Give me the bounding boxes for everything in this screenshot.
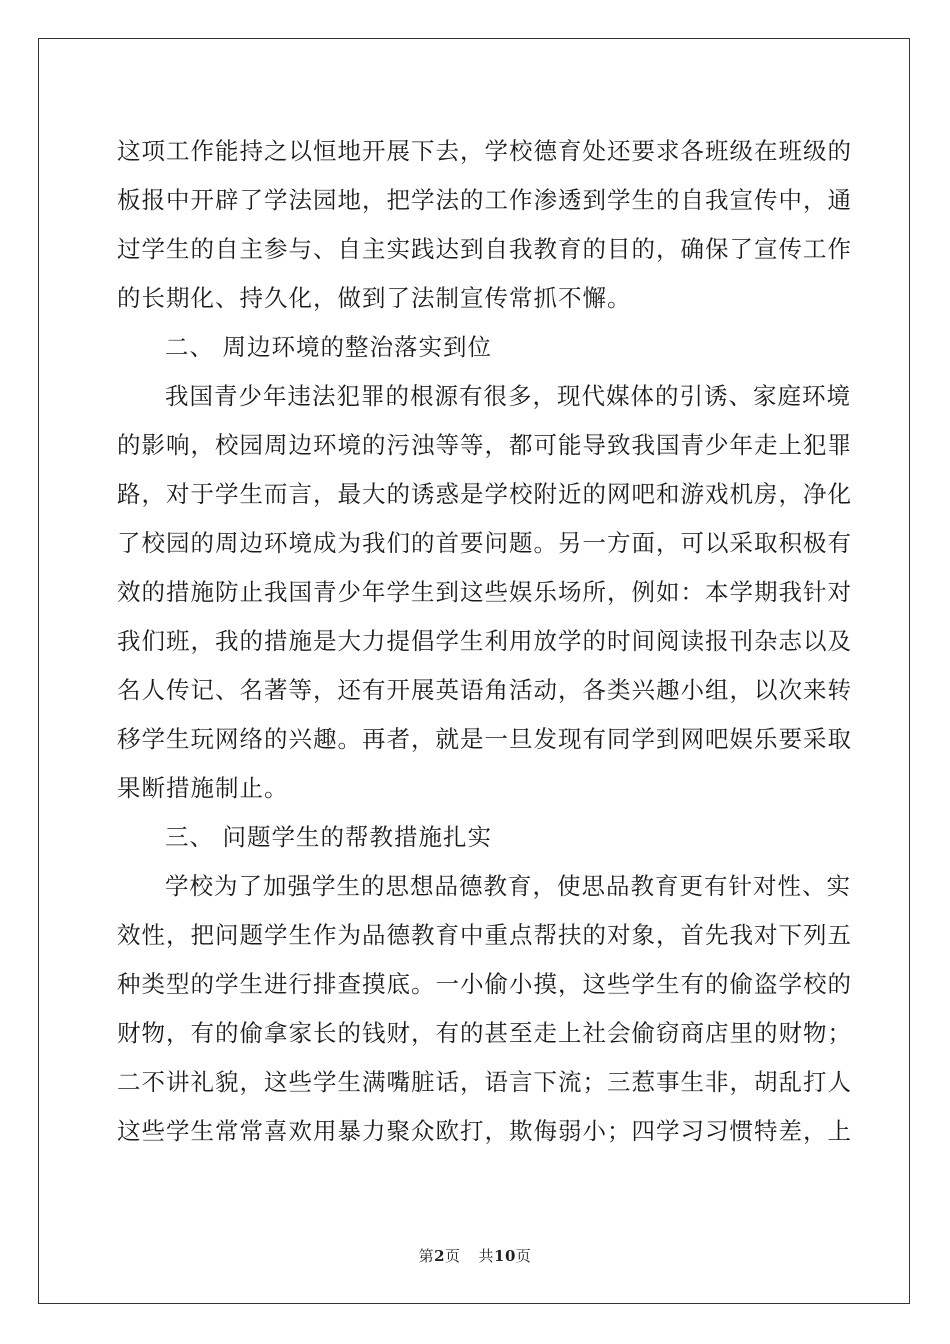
- paragraph-first-line: 学校为了加强学生的思想品德教育，使思品教育更有针对性、实: [165, 872, 851, 900]
- text-line: 路，对于学生而言，最大的诱惑是学校附近的网吧和游戏机房，净化: [117, 480, 852, 508]
- text-line: 种类型的学生进行排查摸底。一小偷小摸，这些学生有的偷盗学校的: [117, 970, 852, 998]
- section-heading-3: 三、 问题学生的帮教措施扎实: [165, 823, 492, 851]
- page-suffix: 页: [445, 1247, 461, 1265]
- text-line: 二不讲礼貌，这些学生满嘴脏话，语言下流；三惹事生非，胡乱打人: [117, 1068, 852, 1096]
- text-line: 这些学生常常喜欢用暴力聚众欧打，欺侮弱小；四学习习惯特差，上: [117, 1117, 852, 1145]
- paragraph-first-line: 我国青少年违法犯罪的根源有很多，现代媒体的引诱、家庭环境: [165, 382, 851, 410]
- text-line: 板报中开辟了学法园地，把学法的工作渗透到学生的自我宣传中，通: [117, 186, 852, 214]
- text-line: 效性，把问题学生作为品德教育中重点帮扶的对象，首先我对下列五: [117, 921, 852, 949]
- text-line: 的长期化、持久化，做到了法制宣传常抓不懈。: [117, 284, 632, 312]
- page-prefix: 第: [418, 1247, 435, 1265]
- current-page-number: 2: [434, 1247, 446, 1265]
- text-line: 过学生的自主参与、自主实践达到自我教育的目的，确保了宣传工作: [117, 235, 852, 263]
- total-prefix: 共: [478, 1247, 495, 1265]
- text-line: 了校园的周边环境成为我们的首要问题。另一方面，可以采取积极有: [117, 529, 852, 557]
- text-line: 这项工作能持之以恒地开展下去，学校德育处还要求各班级在班级的: [117, 137, 852, 165]
- text-line: 财物，有的偷拿家长的钱财，有的甚至走上社会偷窃商店里的财物；: [117, 1019, 852, 1047]
- total-page-number: 10: [494, 1247, 516, 1265]
- text-line: 我们班，我的措施是大力提倡学生利用放学的时间阅读报刊杂志以及: [117, 627, 852, 655]
- section-heading-2: 二、 周边环境的整治落实到位: [165, 333, 492, 361]
- text-line: 果断措施制止。: [117, 774, 289, 802]
- text-line: 效的措施防止我国青少年学生到这些娱乐场所，例如：本学期我针对: [117, 578, 852, 606]
- total-suffix: 页: [515, 1247, 532, 1265]
- text-line: 的影响，校园周边环境的污浊等等，都可能导致我国青少年走上犯罪: [117, 431, 852, 459]
- page-footer: [0, 1245, 950, 1266]
- text-line: 移学生玩网络的兴趣。再者，就是一旦发现有同学到网吧娱乐要采取: [117, 725, 852, 753]
- text-line: 名人传记、名著等，还有开展英语角活动，各类兴趣小组，以次来转: [117, 676, 852, 704]
